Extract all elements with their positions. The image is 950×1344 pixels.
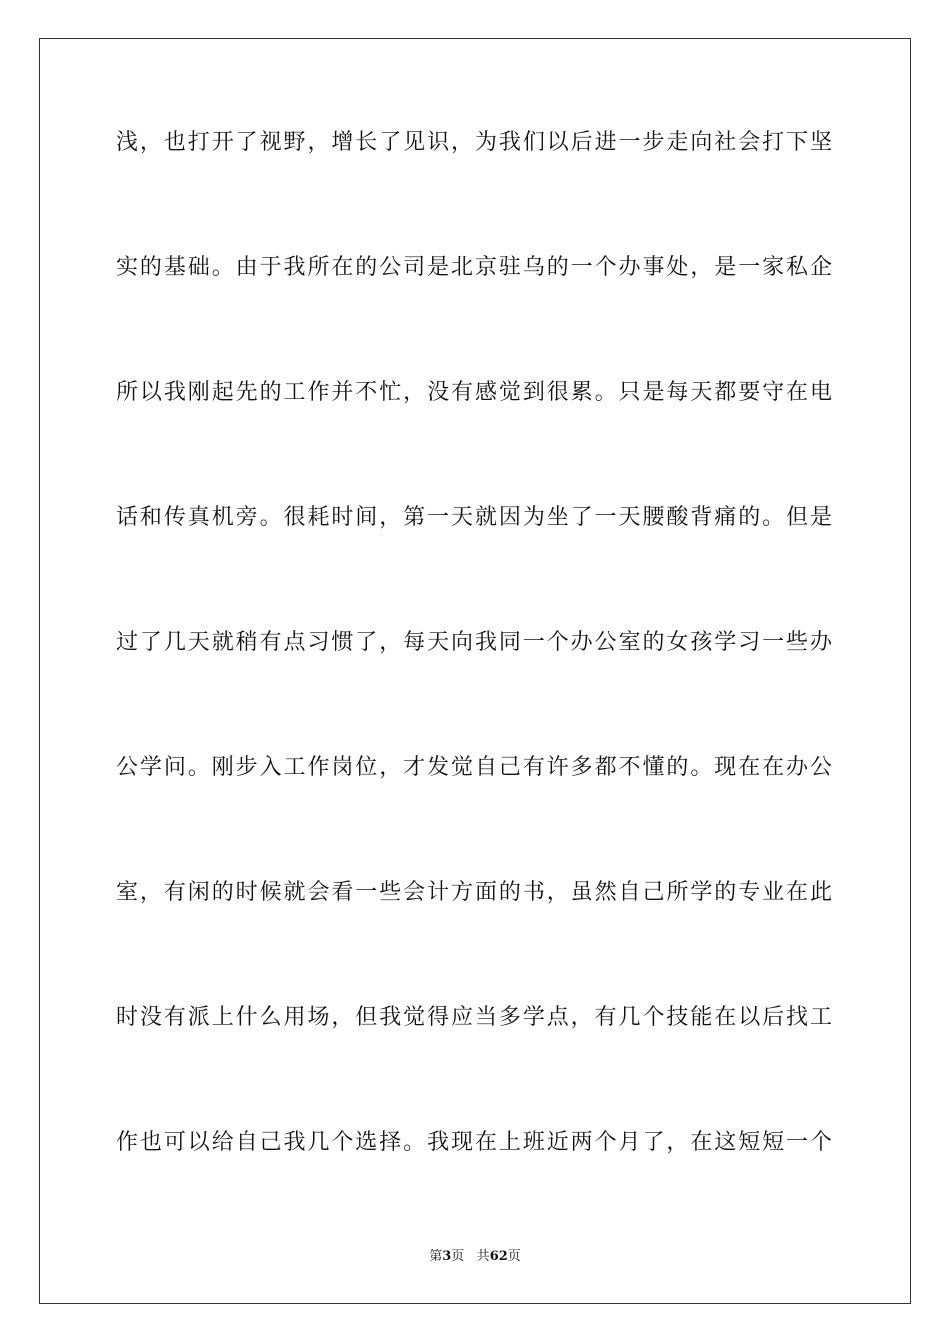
text-line-8: 时没有派上什么用场，但我觉得应当多学点，有几个技能在以后找工 bbox=[116, 1005, 832, 1030]
text-line-6: 公学问。刚步入工作岗位，才发觉自己有许多都不懂的。现在在办公 bbox=[116, 755, 832, 780]
text-line-5: 过了几天就稍有点习惯了，每天向我同一个办公室的女孩学习一些办 bbox=[116, 630, 832, 655]
page-prefix: 第 bbox=[429, 1249, 443, 1264]
text-line-2: 实的基础。由于我所在的公司是北京驻乌的一个办事处，是一家私企 bbox=[116, 255, 832, 280]
text-line-4: 话和传真机旁。很耗时间，第一天就因为坐了一天腰酸背痛的。但是 bbox=[116, 505, 832, 530]
total-prefix: 共 bbox=[476, 1249, 490, 1264]
page-number: 3 bbox=[442, 1249, 452, 1264]
total-pages: 62 bbox=[489, 1249, 508, 1264]
text-line-3: 所以我刚起先的工作并不忙，没有感觉到很累。只是每天都要守在电 bbox=[116, 380, 832, 405]
page-suffix: 页 bbox=[451, 1249, 465, 1264]
total-suffix: 页 bbox=[507, 1249, 521, 1264]
text-line-9: 作也可以给自己我几个选择。我现在上班近两个月了，在这短短一个 bbox=[116, 1130, 832, 1155]
text-line-7: 室，有闲的时候就会看一些会计方面的书，虽然自己所学的专业在此 bbox=[116, 880, 832, 905]
text-line-1: 浅，也打开了视野，增长了见识，为我们以后进一步走向社会打下坚 bbox=[116, 130, 832, 155]
body-text bbox=[116, 128, 832, 1253]
page-footer bbox=[0, 1248, 950, 1266]
